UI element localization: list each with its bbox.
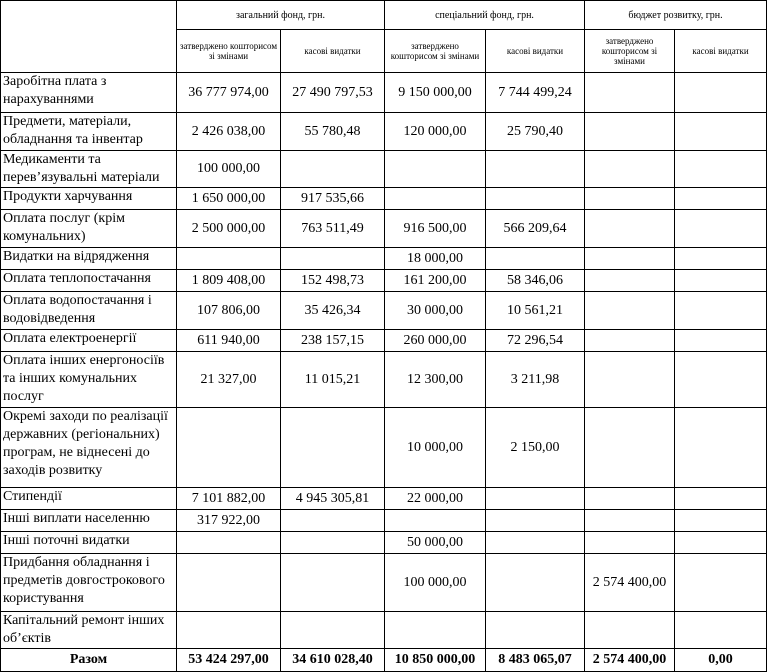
row-label: Продукти харчування xyxy=(1,188,177,210)
cell-value xyxy=(585,188,675,210)
row-label: Оплата теплопостачання xyxy=(1,270,177,292)
cell-value xyxy=(675,292,767,330)
cell-value xyxy=(281,248,385,270)
cell-value: 10 000,00 xyxy=(385,408,486,488)
cell-value: 4 945 305,81 xyxy=(281,488,385,510)
row-label: Оплата інших енергоносіїв та інших комунальних послуг xyxy=(1,352,177,408)
cell-value xyxy=(675,532,767,554)
cell-value: 917 535,66 xyxy=(281,188,385,210)
row-label: Медикаменти та перев’язувальні матеріали xyxy=(1,151,177,188)
cell-value: 55 780,48 xyxy=(281,113,385,151)
row-label: Оплата електроенергії xyxy=(1,330,177,352)
cell-value: 1 809 408,00 xyxy=(177,270,281,292)
table-row xyxy=(1,408,767,488)
cell-value: 100 000,00 xyxy=(385,554,486,612)
cell-value xyxy=(675,488,767,510)
header-special-fund: спеціальний фонд, грн. xyxy=(385,1,585,30)
header-development-budget: бюджет розвитку, грн. xyxy=(585,1,767,30)
cell-value: 9 150 000,00 xyxy=(385,73,486,113)
cell-value: 7 744 499,24 xyxy=(486,73,585,113)
cell-value: 72 296,54 xyxy=(486,330,585,352)
header-approved: затверджено кошторисом зі змінами xyxy=(177,30,281,73)
cell-value: 22 000,00 xyxy=(385,488,486,510)
cell-value: 107 806,00 xyxy=(177,292,281,330)
cell-value xyxy=(585,510,675,532)
table-row xyxy=(1,488,767,510)
cell-value xyxy=(675,612,767,649)
table-row xyxy=(1,151,767,188)
cell-value xyxy=(585,151,675,188)
cell-value xyxy=(281,151,385,188)
row-label: Капітальний ремонт інших об’єктів xyxy=(1,612,177,649)
cell-value xyxy=(585,532,675,554)
cell-value xyxy=(675,510,767,532)
cell-value: 35 426,34 xyxy=(281,292,385,330)
cell-value xyxy=(281,510,385,532)
total-value: 34 610 028,40 xyxy=(281,649,385,672)
cell-value: 50 000,00 xyxy=(385,532,486,554)
cell-value xyxy=(281,532,385,554)
cell-value: 2 500 000,00 xyxy=(177,210,281,248)
table-row xyxy=(1,248,767,270)
cell-value: 260 000,00 xyxy=(385,330,486,352)
cell-value xyxy=(486,510,585,532)
table-row xyxy=(1,532,767,554)
cell-value xyxy=(281,408,385,488)
total-value: 53 424 297,00 xyxy=(177,649,281,672)
cell-value: 3 211,98 xyxy=(486,352,585,408)
cell-value xyxy=(675,73,767,113)
header-cash: касові видатки xyxy=(281,30,385,73)
table-body xyxy=(1,73,767,672)
header-corner xyxy=(1,1,177,73)
row-label: Придбання обладнання і предметів довгострокового користування xyxy=(1,554,177,612)
cell-value: 2 426 038,00 xyxy=(177,113,281,151)
cell-value: 611 940,00 xyxy=(177,330,281,352)
cell-value: 566 209,64 xyxy=(486,210,585,248)
cell-value: 12 300,00 xyxy=(385,352,486,408)
cell-value xyxy=(486,532,585,554)
cell-value xyxy=(675,188,767,210)
cell-value xyxy=(675,554,767,612)
table-row xyxy=(1,510,767,532)
table-row xyxy=(1,612,767,649)
cell-value xyxy=(675,408,767,488)
table-row xyxy=(1,188,767,210)
cell-value xyxy=(281,612,385,649)
cell-value xyxy=(585,270,675,292)
cell-value xyxy=(675,352,767,408)
cell-value: 916 500,00 xyxy=(385,210,486,248)
cell-value xyxy=(177,408,281,488)
cell-value xyxy=(585,210,675,248)
table-row xyxy=(1,292,767,330)
cell-value: 27 490 797,53 xyxy=(281,73,385,113)
table-row xyxy=(1,554,767,612)
cell-value xyxy=(486,488,585,510)
header-approved: затверджено кошторисом зі змінами xyxy=(385,30,486,73)
row-label: Предмети, матеріали, обладнання та інвентар xyxy=(1,113,177,151)
cell-value xyxy=(585,73,675,113)
header-cash: касові видатки xyxy=(675,30,767,73)
cell-value xyxy=(486,248,585,270)
row-label: Стипендії xyxy=(1,488,177,510)
cell-value: 120 000,00 xyxy=(385,113,486,151)
cell-value xyxy=(385,510,486,532)
cell-value: 763 511,49 xyxy=(281,210,385,248)
header-general-fund: загальний фонд, грн. xyxy=(177,1,385,30)
cell-value xyxy=(281,554,385,612)
row-label: Інші поточні видатки xyxy=(1,532,177,554)
cell-value xyxy=(486,612,585,649)
cell-value xyxy=(385,188,486,210)
cell-value xyxy=(585,612,675,649)
cell-value xyxy=(177,532,281,554)
cell-value xyxy=(585,330,675,352)
total-value: 2 574 400,00 xyxy=(585,649,675,672)
cell-value xyxy=(675,151,767,188)
cell-value xyxy=(486,188,585,210)
row-label: Оплата послуг (крім комунальних) xyxy=(1,210,177,248)
cell-value: 161 200,00 xyxy=(385,270,486,292)
row-label: Видатки на відрядження xyxy=(1,248,177,270)
total-label: Разом xyxy=(1,649,177,672)
cell-value xyxy=(585,113,675,151)
cell-value: 100 000,00 xyxy=(177,151,281,188)
table-row xyxy=(1,73,767,113)
cell-value xyxy=(177,554,281,612)
row-label: Оплата водопостачання і водовідведення xyxy=(1,292,177,330)
row-label: Інші виплати населенню xyxy=(1,510,177,532)
cell-value xyxy=(675,210,767,248)
row-label: Заробітна плата з нарахуваннями xyxy=(1,73,177,113)
cell-value xyxy=(585,352,675,408)
table-row xyxy=(1,270,767,292)
cell-value: 2 574 400,00 xyxy=(585,554,675,612)
cell-value xyxy=(585,292,675,330)
cell-value: 1 650 000,00 xyxy=(177,188,281,210)
total-value: 0,00 xyxy=(675,649,767,672)
header-approved: затверджено кошторисом зі змінами xyxy=(585,30,675,73)
table-row xyxy=(1,352,767,408)
cell-value: 10 561,21 xyxy=(486,292,585,330)
cell-value: 238 157,15 xyxy=(281,330,385,352)
cell-value xyxy=(675,270,767,292)
cell-value xyxy=(585,408,675,488)
header-cash: касові видатки xyxy=(486,30,585,73)
header-group-row xyxy=(1,1,767,30)
cell-value: 317 922,00 xyxy=(177,510,281,532)
cell-value: 21 327,00 xyxy=(177,352,281,408)
cell-value xyxy=(385,151,486,188)
cell-value: 30 000,00 xyxy=(385,292,486,330)
table-row xyxy=(1,330,767,352)
total-value: 10 850 000,00 xyxy=(385,649,486,672)
table-row xyxy=(1,113,767,151)
total-row xyxy=(1,649,767,672)
cell-value xyxy=(675,248,767,270)
cell-value xyxy=(675,113,767,151)
cell-value xyxy=(486,554,585,612)
cell-value xyxy=(177,612,281,649)
cell-value: 25 790,40 xyxy=(486,113,585,151)
cell-value xyxy=(585,488,675,510)
cell-value: 2 150,00 xyxy=(486,408,585,488)
total-value: 8 483 065,07 xyxy=(486,649,585,672)
cell-value: 7 101 882,00 xyxy=(177,488,281,510)
row-label: Окремі заходи по реалізації державних (регіональних) програм, не віднесені до заходів розвитку xyxy=(1,408,177,488)
cell-value xyxy=(675,330,767,352)
cell-value: 18 000,00 xyxy=(385,248,486,270)
cell-value: 152 498,73 xyxy=(281,270,385,292)
cell-value: 36 777 974,00 xyxy=(177,73,281,113)
cell-value: 11 015,21 xyxy=(281,352,385,408)
cell-value xyxy=(385,612,486,649)
cell-value: 58 346,06 xyxy=(486,270,585,292)
cell-value xyxy=(486,151,585,188)
cell-value xyxy=(177,248,281,270)
table-row xyxy=(1,210,767,248)
cell-value xyxy=(585,248,675,270)
